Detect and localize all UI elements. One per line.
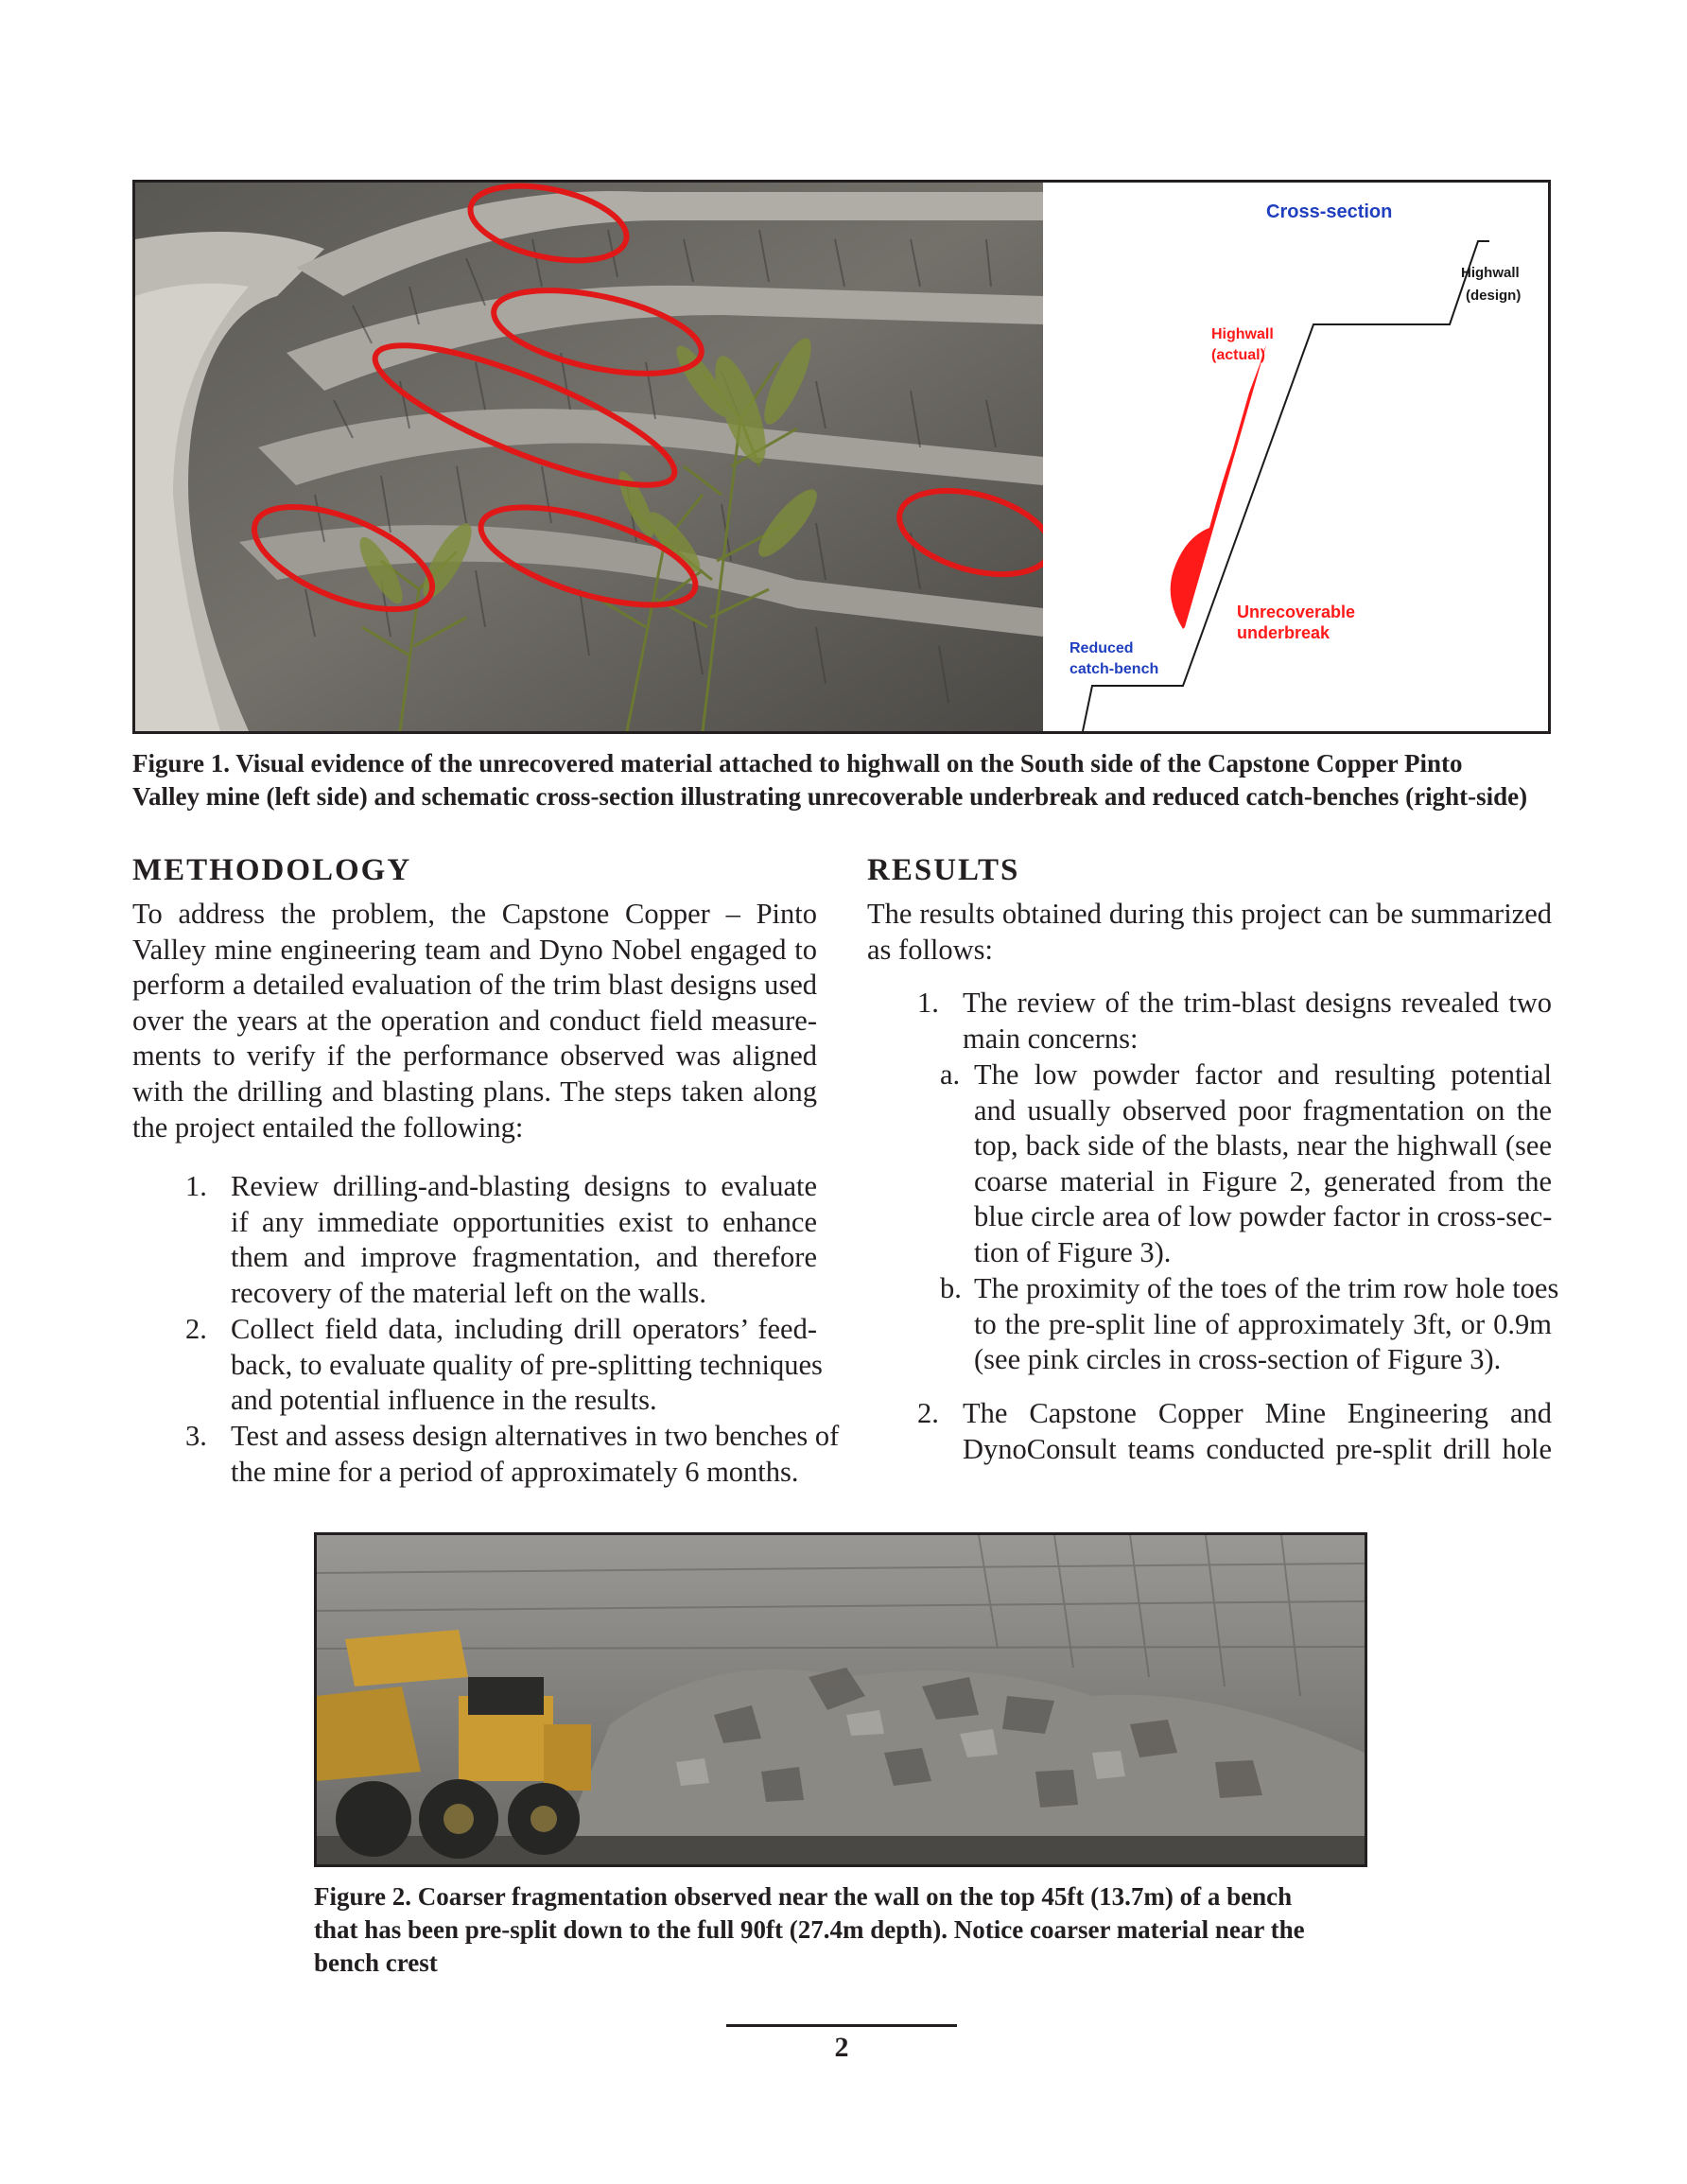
footer-rule — [726, 2024, 957, 2027]
figure-2-caption-line: that has been pre-split down to the full 90ft (27.4m depth). Notice coarser material near the — [314, 1915, 1305, 1944]
list-line: the mine for a period of approximately 6 months. — [231, 1455, 799, 1488]
figure-1-photo — [135, 183, 1043, 731]
label-highwall-actual-1: Highwall — [1211, 326, 1274, 342]
results-heading: RESULTS — [867, 853, 1020, 887]
figure-1-caption-line: Figure 1. Visual evidence of the unrecovered material attached to highwall on the South side of the Capstone Copper Pinto — [132, 749, 1463, 778]
list-letter: a. — [940, 1058, 961, 1091]
list-line: The proximity of the toes of the trim row hole toes — [974, 1272, 1559, 1304]
list-line: The low powder factor and resulting potential — [974, 1058, 1552, 1091]
results-intro — [867, 897, 1552, 968]
list-number: 1. — [185, 1170, 207, 1202]
list-line: and potential influence in the results. — [231, 1384, 657, 1417]
list-line: recovery of the material left on the walls. — [231, 1276, 707, 1309]
list-line: (see pink circles in cross-section of Figure 3). — [974, 1343, 1502, 1376]
paragraph-line: The results obtained during this project can be summarized — [867, 898, 1552, 930]
list-line: them and improve fragmentation, and therefore — [231, 1241, 817, 1274]
list-number: 2. — [917, 1397, 939, 1429]
list-line: Review drilling-and-blasting designs to evaluate — [231, 1170, 817, 1202]
paragraph-line: To address the problem, the Capstone Copper – Pinto — [132, 898, 817, 930]
list-line: if any immediate opportunities exist to enhance — [231, 1205, 817, 1238]
figure-2-photo — [317, 1535, 1365, 1864]
list-line: to the pre-split line of approximately 3ft, or 0.9m — [974, 1307, 1552, 1340]
cross-section-title: Cross-section — [1266, 201, 1393, 222]
paragraph-line: ments to verify if the performance observed was aligned — [132, 1040, 817, 1073]
label-highwall-design-1: Highwall — [1461, 265, 1520, 281]
list-line: The Capstone Copper Mine Engineering and — [963, 1397, 1552, 1429]
paragraph-line: as follows: — [867, 933, 994, 966]
figure-1 — [132, 180, 1551, 734]
figure-1-caption — [132, 747, 1551, 813]
figure-2-caption — [314, 1880, 1373, 1980]
list-line: main concerns: — [963, 1022, 1139, 1055]
label-underbreak-2: underbreak — [1237, 623, 1330, 642]
figure-2-caption-line: Figure 2. Coarser fragmentation observed near the wall on the top 45ft (13.7m) of a bench — [314, 1882, 1293, 1911]
list-line: Collect field data, including drill operators’ feed- — [231, 1313, 817, 1345]
paragraph-line: perform a detailed evaluation of the trim blast designs used — [132, 969, 817, 1002]
cross-section-diagram — [1043, 183, 1548, 731]
list-line: back, to evaluate quality of pre-splitting techniques — [231, 1348, 823, 1381]
label-catch-bench-1: Reduced — [1070, 640, 1134, 656]
list-number: 1. — [917, 987, 939, 1019]
page-number: 2 — [834, 2032, 849, 2063]
list-line: and usually observed poor fragmentation on the — [974, 1093, 1552, 1127]
figure-2 — [314, 1532, 1367, 1867]
list-number: 3. — [185, 1420, 207, 1452]
list-line: coarse material in Figure 2, generated from the — [974, 1164, 1552, 1197]
list-line: tion of Figure 3). — [974, 1235, 1172, 1268]
label-highwall-actual-2: (actual) — [1211, 347, 1265, 363]
label-catch-bench-2: catch-bench — [1070, 661, 1159, 677]
label-highwall-design-2: (design) — [1466, 288, 1522, 304]
methodology-intro — [132, 897, 817, 1145]
list-number: 2. — [185, 1313, 207, 1345]
paragraph-line: the project entailed the following: — [132, 1110, 524, 1144]
label-underbreak-1: Unrecoverable — [1237, 603, 1356, 621]
list-line: top, back side of the blasts, near the highwall (see — [974, 1129, 1552, 1162]
paragraph-line: with the drilling and blasting plans. The steps taken along — [132, 1075, 817, 1108]
highwall-photo — [135, 183, 1043, 731]
list-line: Test and assess design alternatives in two benches of — [231, 1420, 840, 1452]
paragraph-line: Valley mine engineering team and Dyno Nobel engaged to — [132, 933, 817, 966]
list-line: The review of the trim-blast designs revealed two — [963, 987, 1552, 1019]
design-highwall-line — [1083, 241, 1489, 731]
coarse-fragmentation-photo — [317, 1535, 1365, 1864]
methodology-heading: METHODOLOGY — [132, 853, 412, 887]
paragraph-line: over the years at the operation and conduct field measure- — [132, 1004, 817, 1037]
figure-2-caption-line: bench crest — [314, 1948, 438, 1977]
figure-1-caption-line: Valley mine (left side) and schematic cross-section illustrating unrecoverable underbreak and reduced catch-benches (right-side) — [132, 782, 1528, 811]
list-line: DynoConsult teams conducted pre-split drill hole — [963, 1432, 1552, 1465]
list-line: blue circle area of low powder factor in cross-sec- — [974, 1200, 1553, 1233]
list-letter: b. — [940, 1272, 962, 1304]
